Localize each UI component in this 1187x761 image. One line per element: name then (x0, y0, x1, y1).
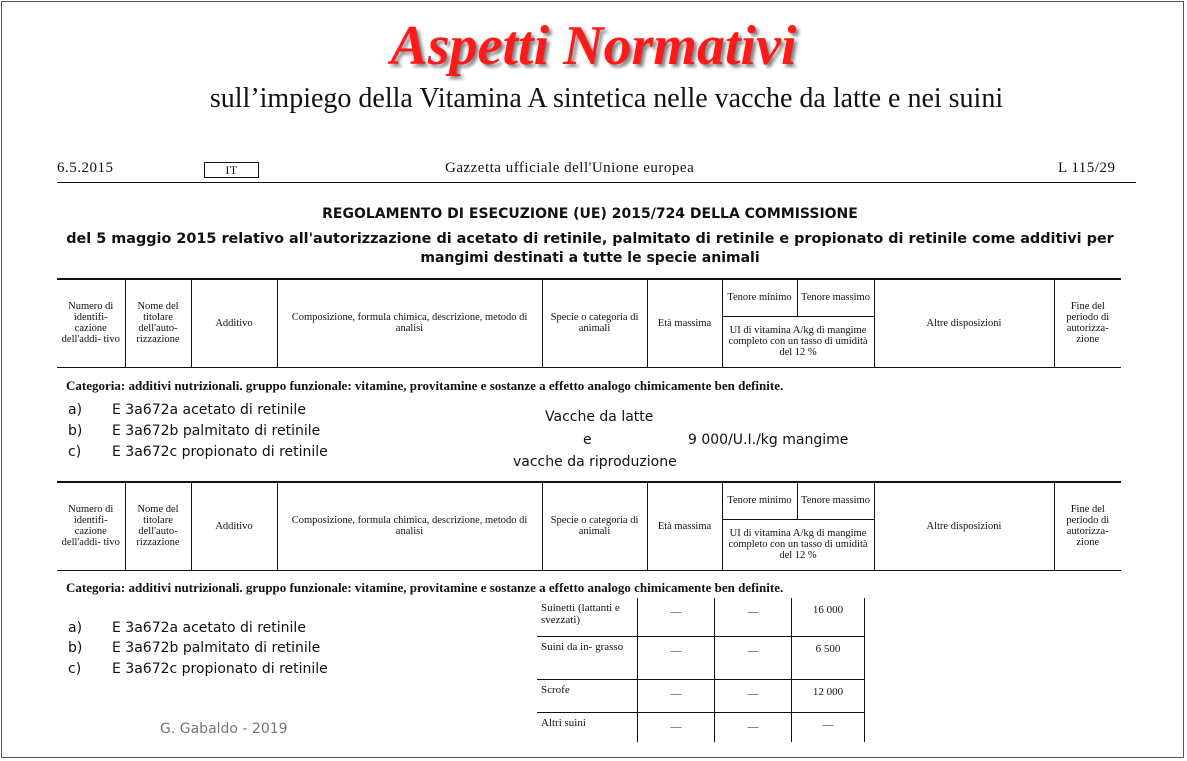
header-unit: UI di vitamina A/kg di mangime completo con un tasso di umidità del 12 % (722, 519, 874, 570)
regulation-title: REGOLAMENTO DI ESECUZIONE (UE) 2015/724 DELLA COMMISSIONE (322, 206, 858, 222)
regulation-line-2: mangimi destinati a tutte le specie animali (420, 250, 760, 266)
pig-species: Suinetti (lattanti e svezzati) (537, 598, 638, 636)
table-row (537, 712, 865, 742)
cattle-species-2: vacche da riproduzione (513, 454, 677, 469)
pig-max: 12 000 (792, 679, 865, 712)
header-other-provisions: Altre disposizioni (874, 482, 1054, 570)
pig-age: — (715, 636, 792, 679)
additive-1b-letter: b) (68, 423, 83, 439)
author-credit: G. Gabaldo - 2019 (160, 721, 288, 737)
header-other-provisions: Altre disposizioni (874, 279, 1054, 367)
regulation-line-1: del 5 maggio 2015 relativo all'autorizzazione di acetato di retinile, palmitato di retinile e propionato di retinile come additivi per (66, 231, 1114, 247)
gazette-language-box: IT (204, 162, 259, 178)
additive-1a-code: E 3a672a acetato di retinile (112, 402, 306, 418)
additive-2b-letter: b) (68, 640, 83, 656)
additive-2a-letter: a) (68, 620, 83, 636)
pig-dosage-table (537, 598, 865, 742)
header-holder-name: Nome del titolare dell'auto- rizzazione (125, 482, 191, 570)
header-max-content: Tenore massimo (797, 482, 874, 519)
additive-2c-code: E 3a672c propionato di retinile (112, 661, 328, 677)
header-max-content: Tenore massimo (797, 279, 874, 316)
pig-age: — (715, 712, 792, 742)
pig-min: — (638, 636, 715, 679)
cattle-conjunction: e (583, 432, 592, 448)
cattle-dose: 9 000/U.I./kg mangime (688, 432, 849, 448)
table-row (537, 598, 865, 636)
pig-min: — (638, 712, 715, 742)
header-additive: Additivo (191, 482, 277, 570)
additive-1c-code: E 3a672c propionato di retinile (112, 444, 328, 460)
category-line-2: Categoria: additivi nutrizionali. gruppo funzionale: vitamine, provitamine e sostanze a effetto analogo chimicamente ben definite. (66, 580, 784, 595)
header-species: Specie o categoria di animali (542, 482, 647, 570)
additive-2b-code: E 3a672b palmitato di retinile (112, 640, 321, 656)
additive-2c-letter: c) (68, 661, 82, 677)
gazette-date: 6.5.2015 (57, 160, 114, 176)
gazette-name: Gazzetta ufficiale dell'Unione europea (445, 160, 695, 176)
additive-1c-letter: c) (68, 444, 82, 460)
header-unit: UI di vitamina A/kg di mangime completo con un tasso di umidità del 12 % (722, 316, 874, 367)
regulation-table-header-1 (57, 278, 1121, 368)
slide-subtitle: sull’impiego della Vitamina A sintetica nelle vacche da latte e nei suini (209, 83, 1004, 114)
header-composition: Composizione, formula chimica, descrizione, metodo di analisi (277, 482, 542, 570)
pig-species: Scrofe (537, 679, 638, 712)
pig-age: — (715, 598, 792, 636)
header-authorisation-end: Fine del periodo di autorizza- zione (1054, 482, 1121, 570)
pig-species: Altri suini (537, 712, 638, 742)
header-authorisation-end: Fine del periodo di autorizza- zione (1054, 279, 1121, 367)
cattle-species-1: Vacche da latte (545, 409, 654, 425)
pig-min: — (638, 679, 715, 712)
header-id-number: Numero di identifi- cazione dell'addi- tivo (57, 482, 125, 570)
header-holder-name: Nome del titolare dell'auto- rizzazione (125, 279, 191, 367)
table-row (537, 679, 865, 712)
header-id-number: Numero di identifi- cazione dell'addi- tivo (57, 279, 125, 367)
additive-2a-code: E 3a672a acetato di retinile (112, 620, 306, 636)
header-species: Specie o categoria di animali (542, 279, 647, 367)
header-min-content: Tenore minimo (722, 279, 797, 316)
slide-title: Aspetti Normativi (390, 15, 797, 77)
additive-1a-letter: a) (68, 402, 83, 418)
gazette-page: L 115/29 (1058, 160, 1116, 176)
category-line-1: Categoria: additivi nutrizionali. gruppo funzionale: vitamine, provitamine e sostanze a effetto analogo chimicamente ben definite. (66, 378, 784, 393)
additive-1b-code: E 3a672b palmitato di retinile (112, 423, 321, 439)
header-min-content: Tenore minimo (722, 482, 797, 519)
pig-max: 16 000 (792, 598, 865, 636)
regulation-table-header-2 (57, 481, 1121, 571)
pig-min: — (638, 598, 715, 636)
pig-max: — (792, 712, 865, 742)
header-additive: Additivo (191, 279, 277, 367)
header-max-age: Età massima (647, 482, 722, 570)
pig-age: — (715, 679, 792, 712)
pig-max: 6 500 (792, 636, 865, 679)
gazette-rule (57, 182, 1136, 183)
table-row (537, 636, 865, 679)
header-max-age: Età massima (647, 279, 722, 367)
pig-species: Suini da in- grasso (537, 636, 638, 679)
header-composition: Composizione, formula chimica, descrizione, metodo di analisi (277, 279, 542, 367)
